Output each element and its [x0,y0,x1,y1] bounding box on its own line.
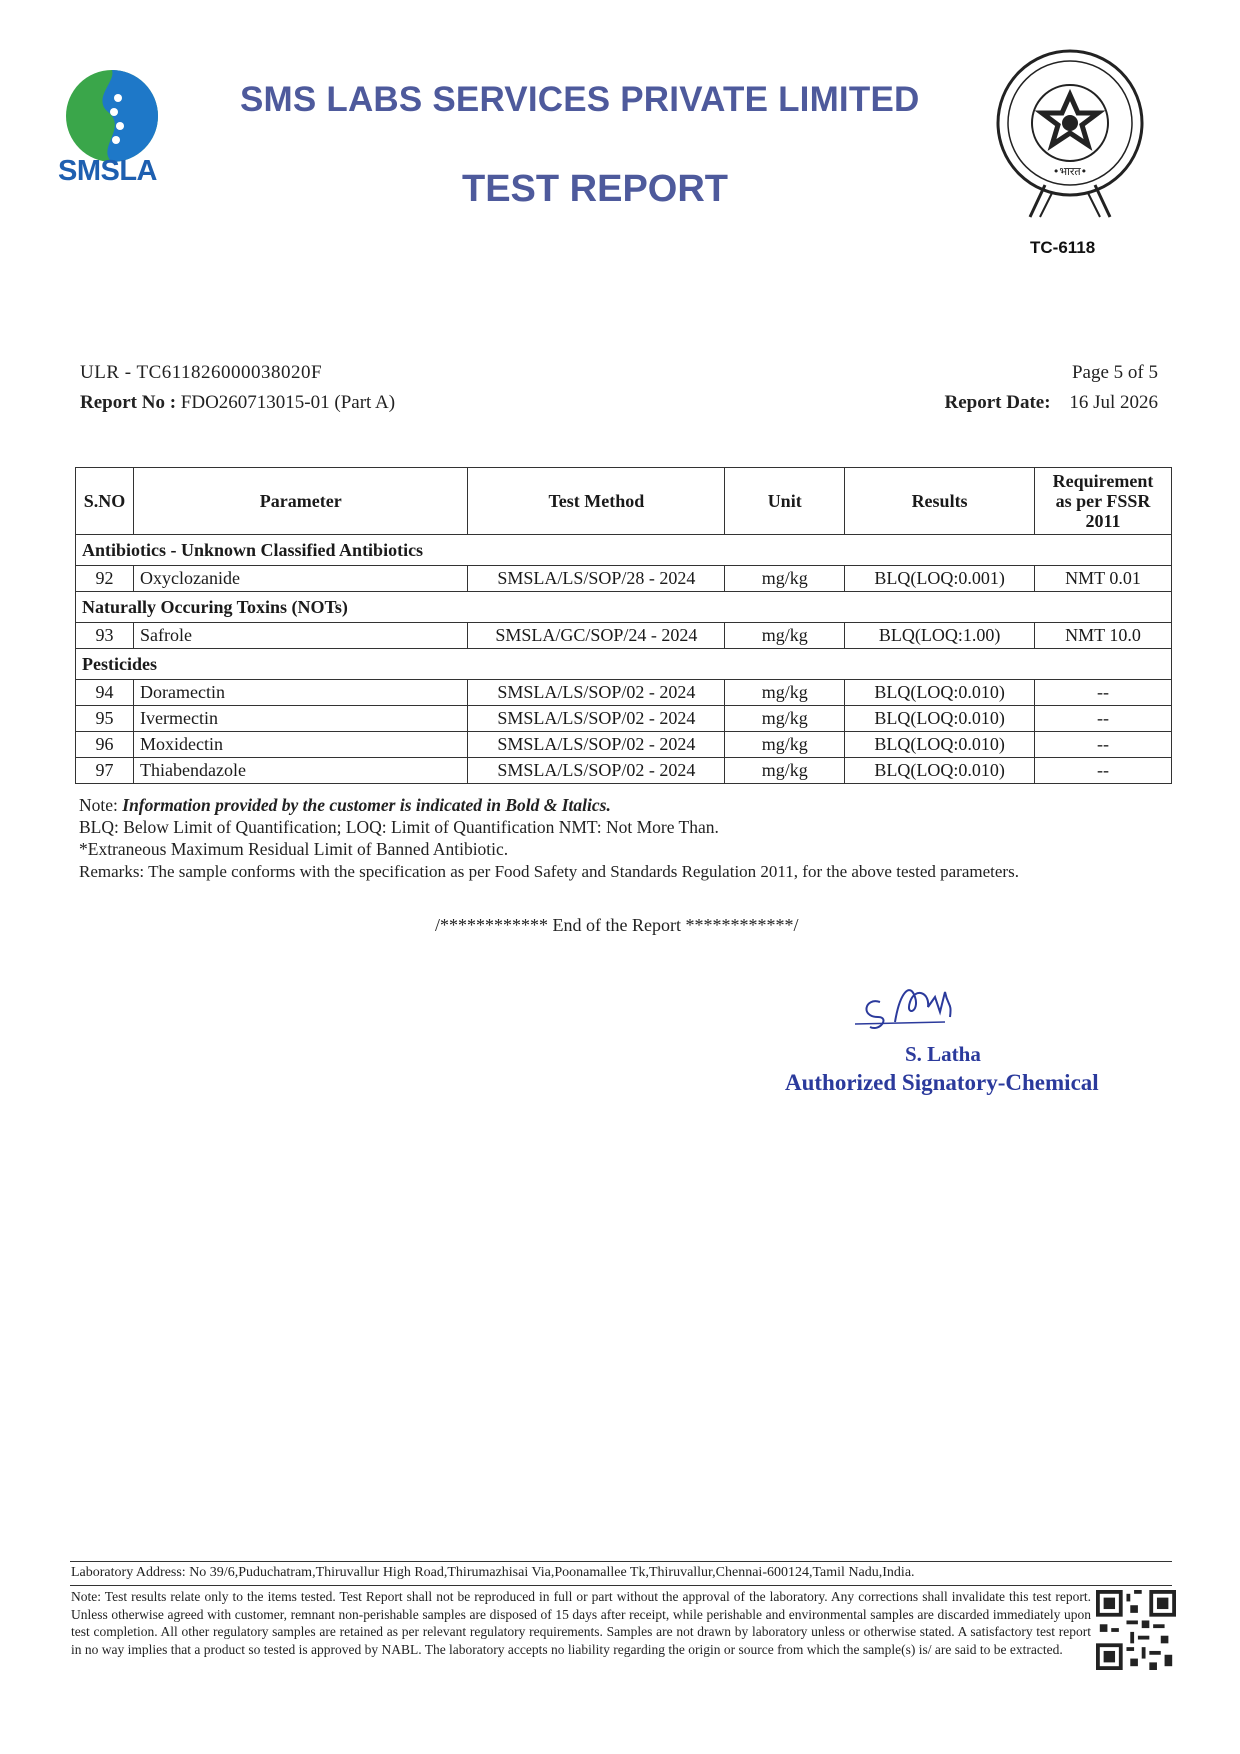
header-method: Test Method [468,468,725,535]
table-row [76,623,1172,649]
end-of-report: /************ End of the Report ************/ [435,915,799,935]
cell-result: BLQ(LOQ:1.00) [845,623,1035,649]
table-row [76,732,1172,758]
page-number: Page 5 of 5 [1071,362,1158,383]
report-number-value: FDO260713015-01 (Part A) [180,392,396,413]
header-requirement-line2: as per FSSR [1055,491,1151,511]
cell-parameter: Doramectin [133,680,468,706]
cell-result: BLQ(LOQ:0.010) [845,758,1035,784]
footer-disclaimer: Note: Test results relate only to the items tested. Test Report shall not be reproduced in full or part without the approval of the laboratory. Any corrections shall invalidate this test report. Unless otherwise agreed with customer, remnant non-perishable samples are disposed of 15 days after receipt, while perishable and environmental samples are discarded immediately upon test completion. All other regulatory samples are retained as per relevant regulatory requirements. Samples are not drawn by laboratory unless or otherwise stated. A satisfactory test report in no way implies that a product so tested is approved by NABL. The laboratory accepts no liability regarding the origin or source from which the sample(s) is/ are said to be extracted. [71,1589,1091,1657]
cell-sno: 95 [76,706,134,732]
cell-requirement: NMT 10.0 [1035,623,1172,649]
nabl-seal [990,45,1150,225]
footer-divider [70,1561,1172,1562]
cell-parameter: Oxyclozanide [133,566,468,592]
cell-parameter: Thiabendazole [133,758,468,784]
cell-requirement: -- [1035,732,1172,758]
cell-requirement: NMT 0.01 [1035,566,1172,592]
logo-text: SMSLA [58,155,157,187]
header-sno: S.NO [76,468,134,535]
cell-method: SMSLA/LS/SOP/02 - 2024 [468,680,725,706]
seal-text: •भारत• [1052,165,1088,178]
cell-sno: 96 [76,732,134,758]
cell-unit: mg/kg [725,758,845,784]
table-row [76,680,1172,706]
header-requirement-line3: 2011 [1085,511,1121,531]
group-row [76,592,1172,623]
cell-method: SMSLA/GC/SOP/24 - 2024 [468,623,725,649]
qr-code-icon [1096,1590,1176,1670]
report-date-value: 16 Jul 2026 [1069,392,1158,413]
cell-unit: mg/kg [725,732,845,758]
extraneous-note: *Extraneous Maximum Residual Limit of Banned Antibiotic. [79,839,509,859]
group-row [76,535,1172,566]
cell-result: BLQ(LOQ:0.001) [845,566,1035,592]
header-results: Results [845,468,1035,535]
group-row [76,649,1172,680]
cell-parameter: Safrole [133,623,468,649]
group-name: Antibiotics - Unknown Classified Antibiotics [76,535,1172,566]
table-row [76,566,1172,592]
table-row [76,706,1172,732]
signatory-name: S. Latha [905,1042,981,1066]
note-prefix: Note: [79,795,123,815]
cell-sno: 94 [76,680,134,706]
report-number [80,392,395,414]
cell-requirement: -- [1035,680,1172,706]
header-unit: Unit [725,468,845,535]
remarks: Remarks: The sample conforms with the specification as per Food Safety and Standards Regulation 2011, for the above tested parameters. [79,862,1019,881]
header-requirement [1035,468,1172,535]
ulr-number: ULR - TC611826000038020F [80,362,323,383]
cell-requirement: -- [1035,706,1172,732]
report-date [945,392,1158,414]
cell-method: SMSLA/LS/SOP/02 - 2024 [468,758,725,784]
cell-method: SMSLA/LS/SOP/28 - 2024 [468,566,725,592]
cell-result: BLQ(LOQ:0.010) [845,706,1035,732]
accreditation-code: TC-6118 [1030,238,1096,257]
table-header-row [76,468,1172,535]
cell-unit: mg/kg [725,680,845,706]
group-name: Naturally Occuring Toxins (NOTs) [76,592,1172,623]
cell-result: BLQ(LOQ:0.010) [845,732,1035,758]
laboratory-address: Laboratory Address: No 39/6,Puduchatram,Thiruvallur High Road,Thirumazhisai Via,Poonamallee Tk,Thiruvallur,Chennai-600124,Tamil Nadu,India. [71,1565,915,1580]
cell-sno: 97 [76,758,134,784]
note-bold-text: Information provided by the customer is indicated in Bold & Italics. [122,795,611,815]
footer-divider [70,1585,1172,1586]
cell-sno: 92 [76,566,134,592]
cell-method: SMSLA/LS/SOP/02 - 2024 [468,732,725,758]
cell-unit: mg/kg [725,623,845,649]
table-row [76,758,1172,784]
header-parameter: Parameter [133,468,468,535]
group-name: Pesticides [76,649,1172,680]
cell-unit: mg/kg [725,566,845,592]
cell-parameter: Moxidectin [133,732,468,758]
customer-info-note [79,795,611,816]
blq-definition: BLQ: Below Limit of Quantification; LOQ: Limit of Quantification NMT: Not More Than. [79,817,719,837]
report-title: TEST REPORT [462,168,729,210]
cell-parameter: Ivermectin [133,706,468,732]
cell-unit: mg/kg [725,706,845,732]
results-table [75,467,1172,784]
header-requirement-line1: Requirement [1052,471,1154,491]
cell-requirement: -- [1035,758,1172,784]
cell-sno: 93 [76,623,134,649]
company-name: SMS LABS SERVICES PRIVATE LIMITED [240,80,920,119]
report-number-label: Report No : [80,392,177,413]
report-date-label: Report Date: [944,392,1051,413]
signatory-title: Authorized Signatory-Chemical [785,1070,1099,1095]
cell-result: BLQ(LOQ:0.010) [845,680,1035,706]
handwritten-signature [850,972,990,1042]
cell-method: SMSLA/LS/SOP/02 - 2024 [468,706,725,732]
